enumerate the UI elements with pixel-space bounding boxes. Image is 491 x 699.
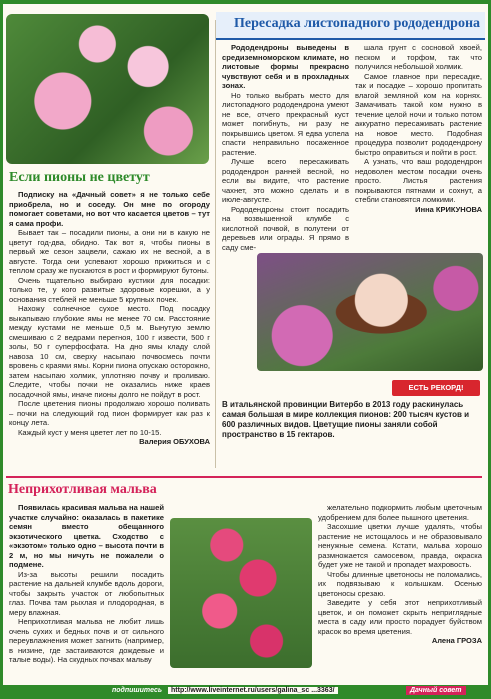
rhodo-paragraph: А узнать, что ваш рододендрон недоволен местом посадки очень просто. Листья растения покрываются пятнами и сохнут, а стебли становятся ломкими. (355, 157, 482, 204)
mallow-title: Неприхотливая мальва (8, 482, 157, 497)
mallow-paragraph: Появилась красивая мальва на нашей участке случайно: оказалась в пакетике семян вместо обещанного экзотического цветка. Сходство с «экзотом» только одно – высота почти в 2 м, но мы ничуть не пожалели о подмене. (9, 503, 164, 569)
peony-paragraph: После цветения пионы продолжаю хорошо поливать – почки на следующий год пион формирует как раз к концу лета. (9, 399, 210, 427)
mallow-column-2 (318, 503, 482, 683)
mallow-paragraph: Из-за высоты решили посадить растение на дальней клумбе вдоль дороги, чтобы закрыть участок от любопытных глаз. Почва там рыхлая и плодородная, в меру влажная. (9, 569, 164, 617)
mallow-title-banner (6, 476, 482, 502)
woman-with-rhododendron-photo (257, 253, 483, 371)
mallow-paragraph: Засохшие цветки лучше удалять, чтобы растение не истощалось и не образовывало ненужные семена. Кстати, мальва хорошо размножается самосевом, правда, окраска будет уже не такой и пропадет махровость. (318, 522, 482, 569)
mallow-photo (170, 518, 312, 668)
peony-paragraph: Очень тщательно выбираю кустики для посадки: только те, у кого развитые здоровые корешки, а у основания стеблей не меньше 5 крупных почек. (9, 275, 210, 304)
footer-bar (0, 685, 491, 699)
rhodo-author: Инна КРИКУНОВА (415, 204, 482, 214)
footer-url-text: http://www.liveinternet.ru/users/galina_sc (171, 687, 310, 694)
footer-url[interactable] (168, 687, 338, 694)
mallow-paragraph: желательно подкормить любым цветочным удобрением для более пышного цветения. (318, 503, 482, 522)
rhodo-title: Пересадка листопадного рододендрона (234, 16, 481, 31)
mallow-author: Алена ГРОЗА (431, 636, 482, 645)
record-text: В итальянской провинции Витербо в 2013 году раскинулась самая большая в мире коллекция пионов: 200 тысяч кустов и 600 различных видов. Цветущие пионы заняли собой пространство в 15 гектаров. (222, 400, 470, 439)
mallow-paragraph: Неприхотливая мальва не любит лишь очень сухих и бедных почв и от сильного переувлажнения может загнить (например, в низине, где застаиваются дождевые и талые воды). На скудных почвах мальву (9, 617, 164, 664)
rhodo-paragraph: Рододендроны выведены в средиземноморском климате, но листовые формы прекрасно чувствуют себя и в прохладных зонах. (222, 43, 349, 90)
mallow-paragraph: Чтобы длинные цветоносы не поломались, их подвязываю к колышкам. Осенью цветоносы срезаю. (318, 569, 482, 598)
peony-paragraph: Нахожу солнечное сухое место. Под посадку выкапываю глубокие ямы не менее 70 см. Расстояние между кустами не меньше 0,5 м. Вынутую землю смешиваю с 2 ведрами перегноя, 100 г извести, 500 г золы, 50 г суперфосфата. На дно ямы кладу слой навоза 10 см, сверху насыпаю почвосмесь почти вровень с краями ямы. Корни пиона опускаю осторожно, затем насыпаю холмик, уплотняю почву и проливаю. Следите, чтобы почки не оказались ниже краев посадочной ямы, иначе пионы долго не пойдут в рост. (9, 304, 210, 399)
mallow-column-1 (9, 503, 164, 683)
column-divider (215, 20, 216, 468)
rhodo-column-1 (222, 43, 349, 255)
rhodo-paragraph: Но только выбрать место для листопадного рододендрона умеют не все, отчего прекрасный куст может погибнуть, ни разу не покрывшись цветом. Я едва успела спасти неправильно посаженное растение. (222, 90, 349, 157)
footer-url-issue: ...3363/ (311, 687, 335, 694)
rhodo-title-banner (216, 12, 485, 40)
rhodo-paragraph: Самое главное при пересадке, так и посадке – хорошо пропитать влагой земляной ком на корнях. Замачивать такой ком нужно в течение целой ночи и только потом аккуратно пересаживать растение на новое место. Подобная процедура позволит рододендрону быстро оправиться и пойти в рост. (355, 71, 482, 157)
rhodo-paragraph: шала грунт с сосновой хвоей, песком и торфом, так что получился небольшой холмик. (355, 43, 482, 71)
rhodo-column-2 (355, 43, 482, 251)
peony-paragraph: Подписку на «Дачный совет» я не только себе приобрела, но и соседу. Он мне по огороду помогает советами, но вот что касается цветов – тут я сама профи. (9, 190, 210, 228)
footer-brand: Дачный совет (406, 686, 466, 695)
peony-title: Если пионы не цветут (9, 170, 150, 185)
mallow-paragraph: Заведите у себя этот неприхотливый цветок, и он поможет скрыть неприглядные места в саду или просто порадует буйством красок во время цветения. (318, 598, 482, 636)
peony-author: Валерия ОБУХОВА (139, 437, 210, 446)
peony-paragraph: Каждый куст у меня цветет лет по 10-15. (18, 427, 162, 437)
rhodo-paragraph: Лучше всего пересаживать рододендрон ранней весной, но если вы видите, что растение чахнет, это можно сделать и в июле-августе. (222, 157, 349, 204)
rhodo-paragraph: Рододендроны стоит посадить на возвышенной клумбе с кислотной почвой, в полутени от деревьев или ограды. Я прямо в саду сме- (222, 204, 349, 252)
record-badge: ЕСТЬ РЕКОРД! (392, 380, 480, 396)
peony-photo (6, 14, 209, 164)
footer-subscribe: подпишитесь (112, 687, 163, 694)
peony-article-body (9, 190, 210, 468)
peony-paragraph: Бывает так – посадили пионы, а они ни в какую не цветут год-два, обидно. Так вот я, чтобы пионы в первый же сезон зацвели, сажаю их не весной, а в августе. Тогда они успевают хорошо прижиться и с теплом сразу же пускаются в рост и формируют бутоны. (9, 228, 210, 275)
